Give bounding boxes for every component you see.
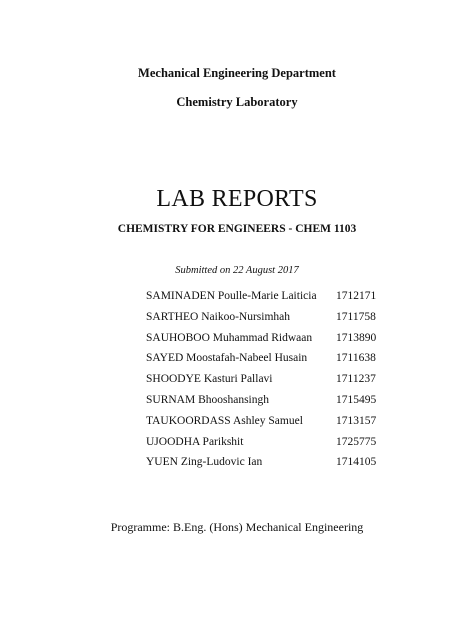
student-row (146, 432, 381, 453)
student-name: SAUHOBOO Muhammad Ridwaan (146, 331, 313, 344)
department-heading: Mechanical Engineering Department (138, 66, 336, 80)
student-name: SAMINADEN Poulle-Marie Laiticia (146, 290, 317, 302)
programme-line: Programme: B.Eng. (Hons) Mechanical Engineering (110, 520, 364, 534)
course-subtitle: CHEMISTRY FOR ENGINEERS - CHEM 1103 (117, 223, 357, 235)
document-title: LAB REPORTS (156, 186, 318, 212)
student-name: YUEN Zing-Ludovic Ian (146, 456, 263, 469)
laboratory-heading: Chemistry Laboratory (176, 95, 298, 109)
student-row (146, 307, 381, 328)
student-name: UJOODHA Parikshit (146, 435, 244, 448)
student-id: 1711237 (336, 373, 376, 386)
student-name: SAYED Moostafah-Nabeel Husain (146, 352, 308, 365)
student-list (146, 286, 381, 473)
student-name: TAUKOORDASS Ashley Samuel (146, 414, 303, 427)
student-row (146, 286, 381, 307)
student-id: 1725775 (336, 435, 377, 448)
submission-date: Submitted on 22 August 2017 (175, 265, 299, 276)
student-id: 1711758 (336, 310, 376, 323)
student-id: 1713157 (336, 414, 377, 427)
student-row (146, 390, 381, 411)
student-row (146, 369, 381, 390)
student-name: SARTHEO Naikoo-Nursimhah (146, 310, 291, 323)
student-id: 1711638 (336, 352, 376, 365)
student-row (146, 328, 381, 349)
student-row (146, 452, 381, 473)
student-id: 1712171 (336, 290, 377, 302)
student-id: 1715495 (336, 393, 377, 406)
student-id: 1713890 (336, 331, 377, 344)
student-row (146, 411, 381, 432)
student-id: 1714105 (336, 456, 377, 469)
student-name: SURNAM Bhooshansingh (146, 393, 270, 406)
student-name: SHOODYE Kasturi Pallavi (146, 373, 273, 386)
student-row (146, 348, 381, 369)
